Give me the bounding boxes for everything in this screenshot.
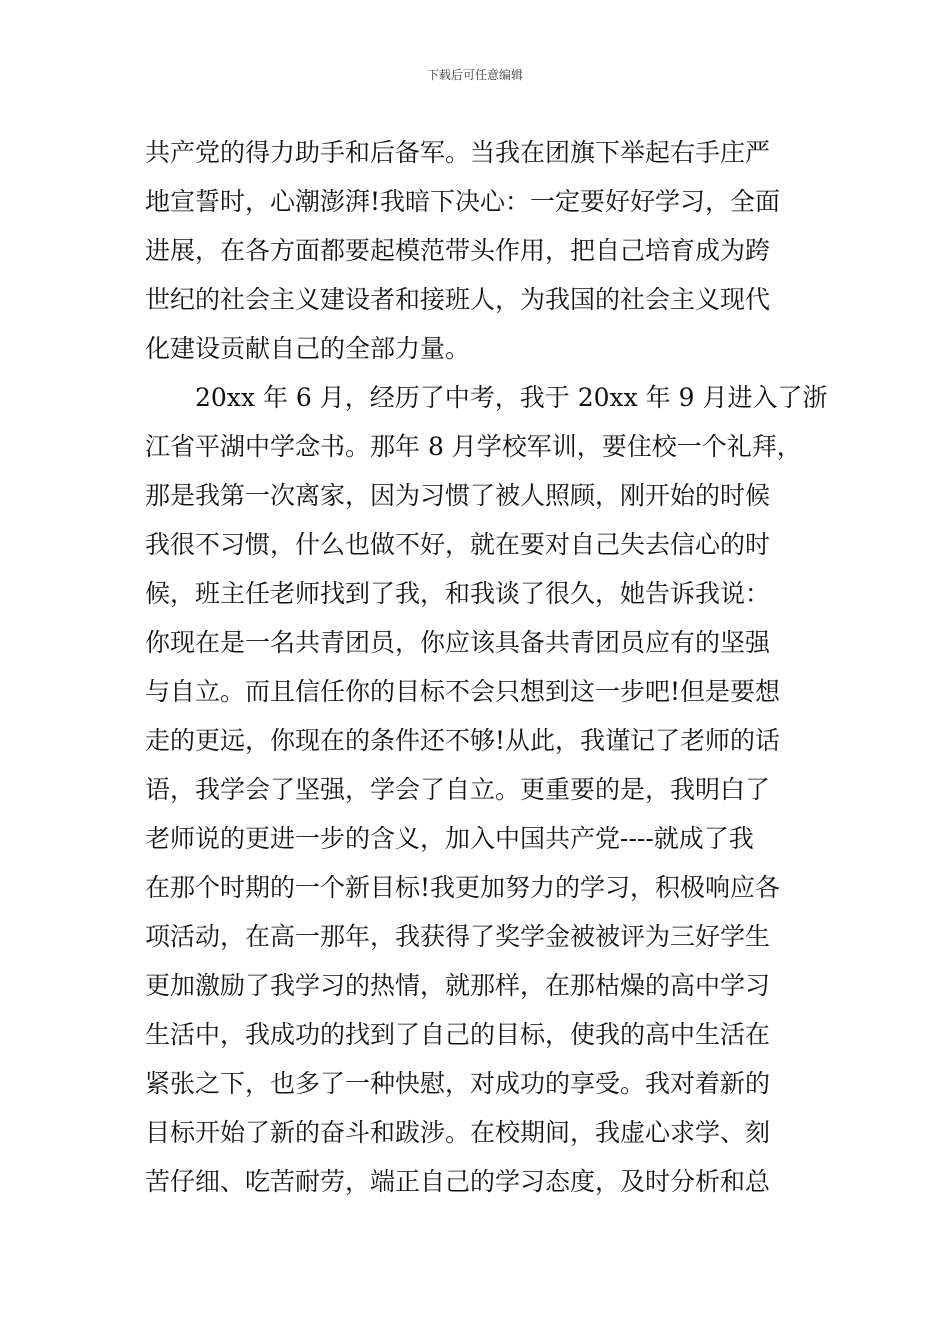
text-line: 化建设贡献自己的全部力量。 bbox=[145, 334, 471, 363]
text-line: 在那个时期的一个新目标!我更加努力的学习，积极响应各 bbox=[145, 873, 781, 902]
text-line: 老师说的更进一步的含义，加入中国共产党----就成了我 bbox=[145, 824, 754, 853]
text-line: 项活动，在高一那年，我获得了奖学金被被评为三好学生 bbox=[145, 922, 771, 951]
text-line: 生活中，我成功的找到了自己的目标，使我的高中生活在 bbox=[145, 1020, 771, 1049]
text-line: 我很不习惯，什么也做不好，就在要对自己失去信心的时 bbox=[145, 530, 771, 559]
text-line: 候，班主任老师找到了我，和我谈了很久，她告诉我说： bbox=[145, 579, 771, 608]
text-line: 目标开始了新的奋斗和跋涉。在校期间，我虚心求学、刻 bbox=[145, 1118, 771, 1147]
text-line: 你现在是一名共青团员，你应该具备共青团员应有的坚强 bbox=[145, 628, 771, 657]
text-line: 共产党的得力助手和后备军。当我在团旗下举起右手庄严 bbox=[145, 138, 771, 167]
page-header-note: 下载后可任意编辑 bbox=[426, 68, 523, 82]
text-line: 那是我第一次离家，因为习惯了被人照顾，刚开始的时候 bbox=[145, 481, 771, 510]
text-line: 进展，在各方面都要起模范带头作用，把自己培育成为跨 bbox=[145, 236, 771, 265]
text-line: 地宣誓时，心潮澎湃!我暗下决心：一定要好好学习，全面 bbox=[145, 187, 781, 216]
text-line: 紧张之下，也多了一种快慰，对成功的享受。我对着新的 bbox=[145, 1069, 771, 1098]
text-line: 更加激励了我学习的热情，就那样，在那枯燥的高中学习 bbox=[145, 971, 771, 1000]
text-line: 苦仔细、吃苦耐劳，端正自己的学习态度，及时分析和总 bbox=[145, 1167, 771, 1196]
text-line: 20xx 年 6 月，经历了中考，我于 20xx 年 9 月进入了浙 bbox=[145, 383, 828, 412]
text-line: 语，我学会了坚强，学会了自立。更重要的是，我明白了 bbox=[145, 775, 771, 804]
text-line: 与自立。而且信任你的目标不会只想到这一步吧!但是要想 bbox=[145, 677, 781, 706]
text-line: 走的更远，你现在的条件还不够!从此，我谨记了老师的话 bbox=[145, 726, 781, 755]
body-text bbox=[145, 128, 828, 1206]
text-line: 世纪的社会主义建设者和接班人，为我国的社会主义现代 bbox=[145, 285, 771, 314]
text-line: 江省平湖中学念书。那年 8 月学校军训，要住校一个礼拜， bbox=[145, 432, 802, 461]
